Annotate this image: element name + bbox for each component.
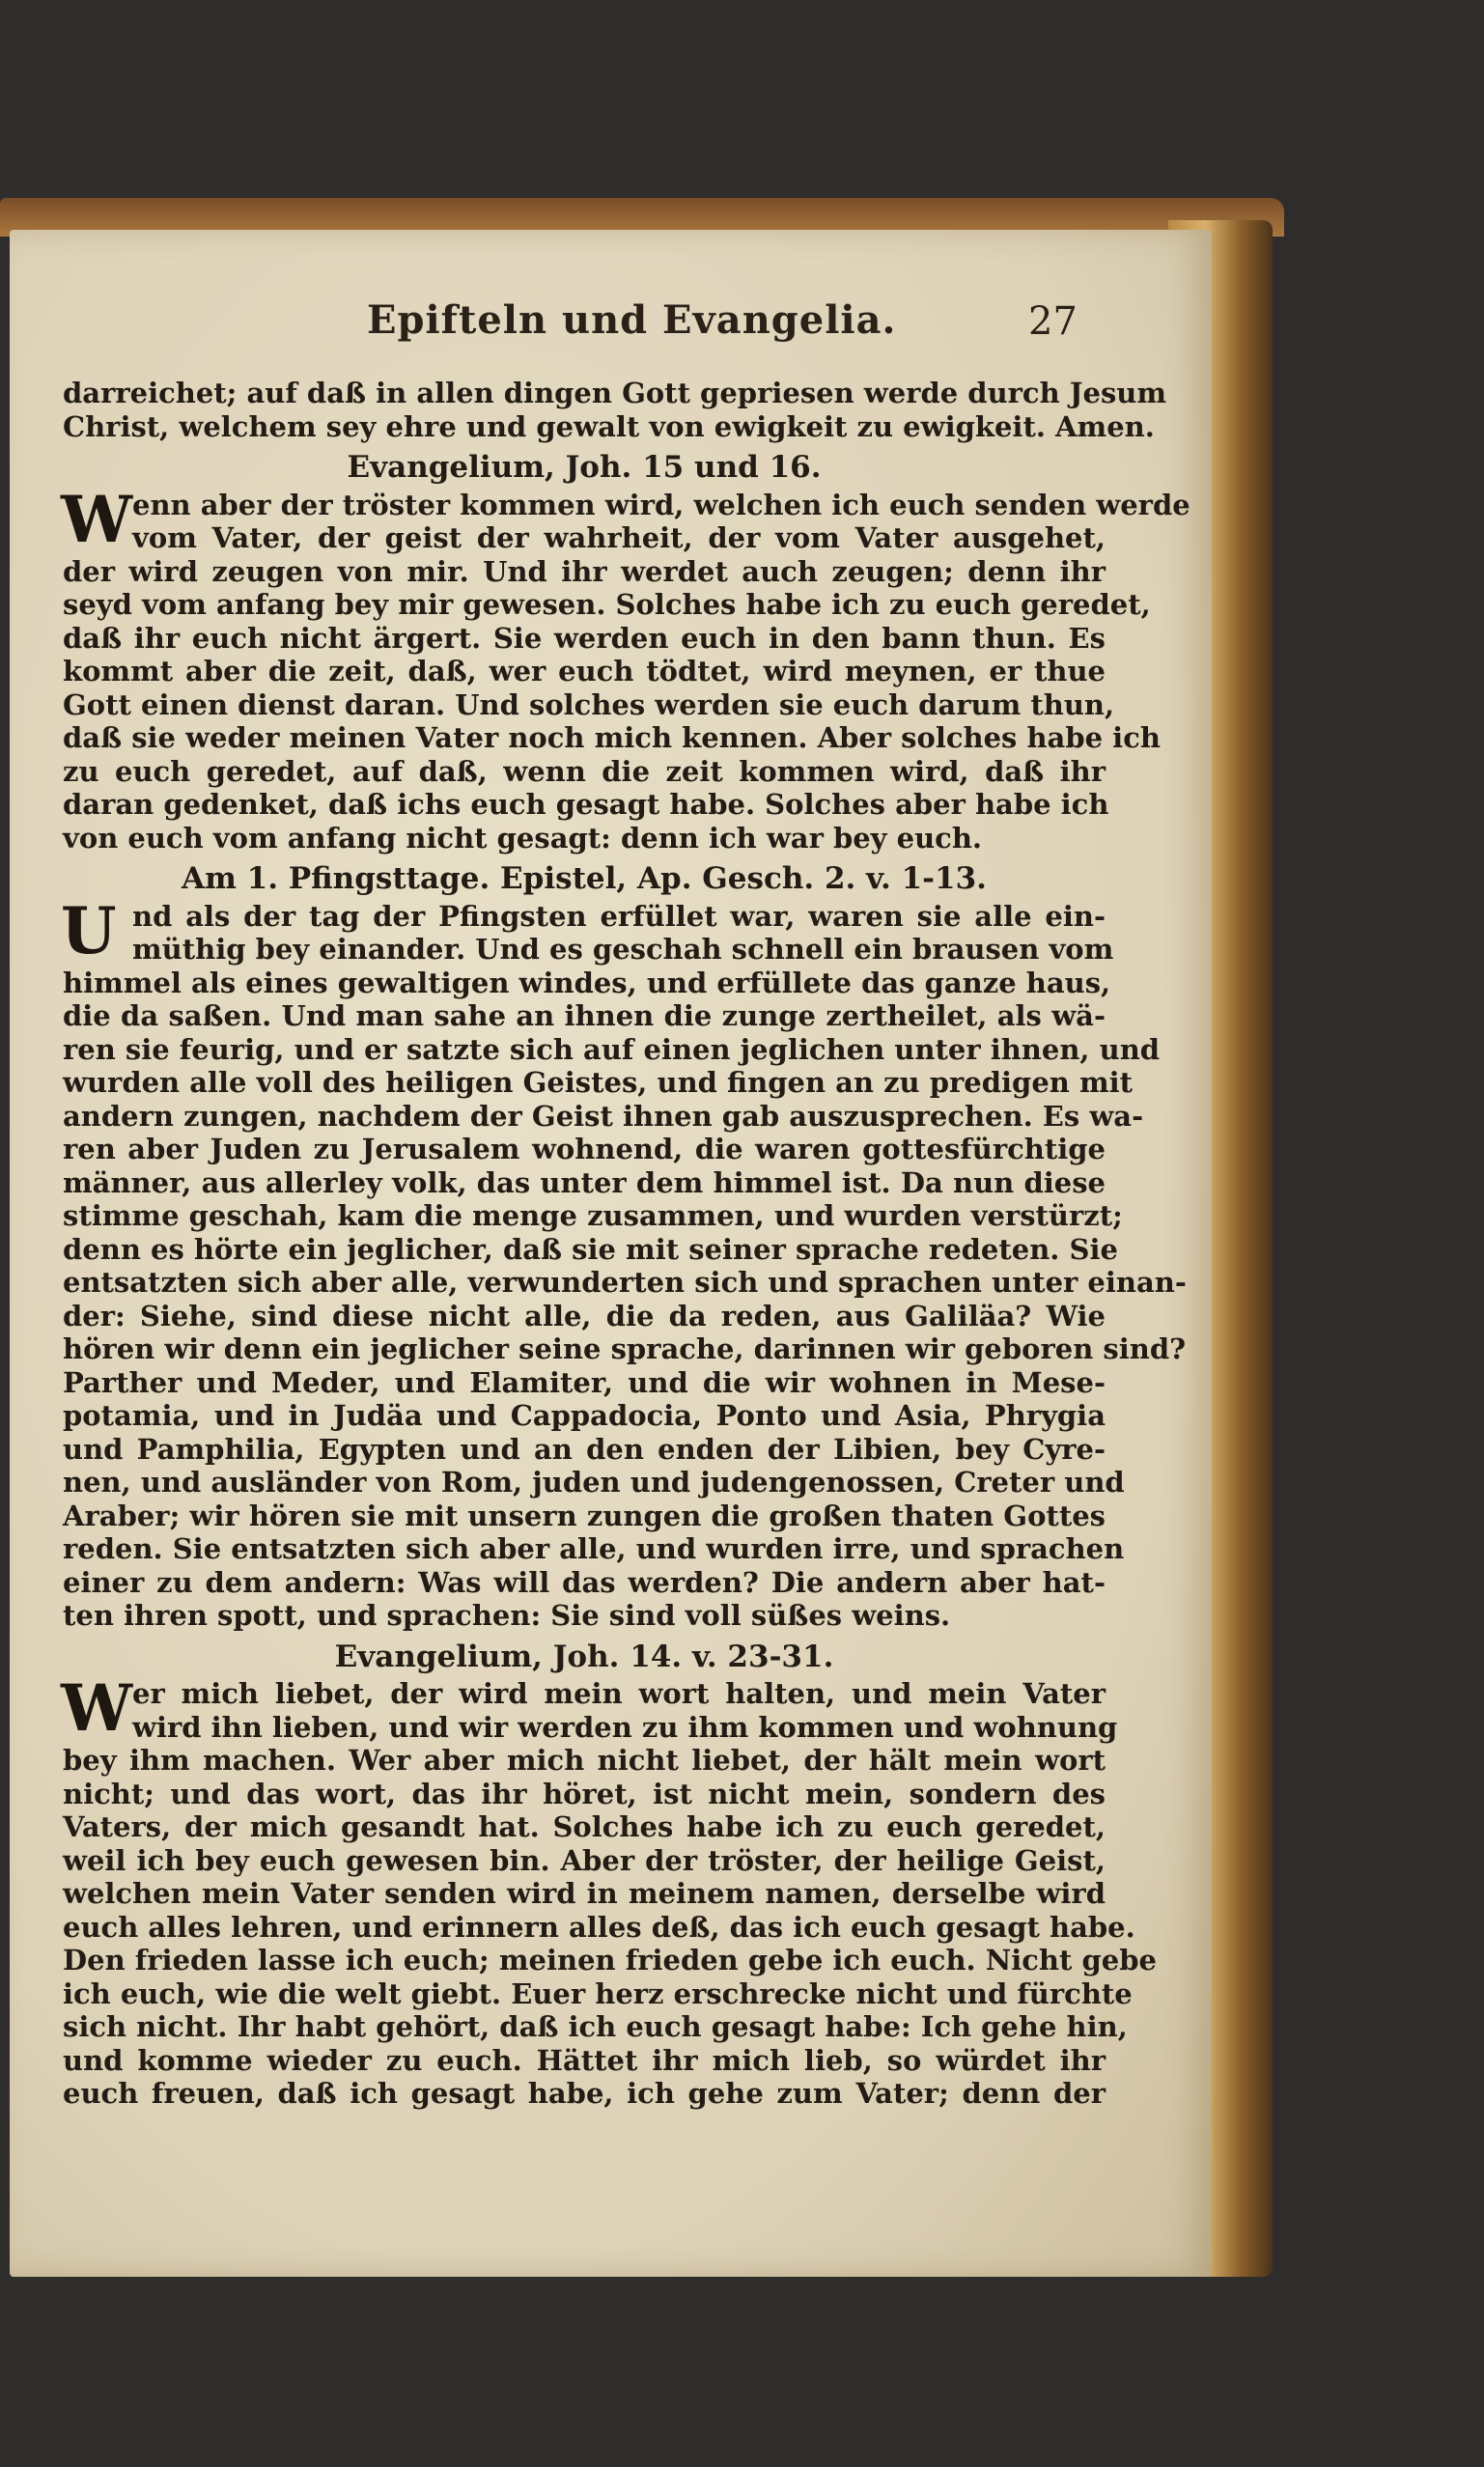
text-line: andern zungen, nachdem der Geist ihnen gab auszusprechen. Es wa- — [63, 1099, 1144, 1133]
text-line: enn aber der tröster kommen wird, welchen ich euch senden werde — [132, 488, 1190, 521]
text-line: der: Siehe, sind diese nicht alle, die da reden, aus Galiläa? Wie — [63, 1299, 1106, 1332]
drop-cap: U — [61, 892, 117, 968]
text-line: und Pamphilia, Egypten und an den enden der Libien, bey Cyre- — [63, 1432, 1106, 1466]
text-line: die da saßen. Und man sahe an ihnen die zunge zertheilet, als wä- — [63, 999, 1106, 1032]
text-line: darreichet; auf daß in allen dingen Gott gepriesen werde durch Jesum — [63, 377, 1167, 409]
paragraph — [61, 1670, 1157, 2111]
text-line: ren aber Juden zu Jerusalem wohnend, die waren gottesfürchtige — [63, 1133, 1106, 1165]
text-line: wurden alle voll des heiligen Geistes, und fingen an zu predigen mit — [63, 1066, 1134, 1099]
text-line: von euch vom anfang nicht gesagt: denn ich war bey euch. — [63, 821, 983, 855]
page-body — [61, 377, 1190, 2111]
running-title: Epifteln und Evangelia. — [367, 297, 897, 343]
text-line: stimme geschah, kam die menge zusammen, und wurden verstürzt; — [63, 1199, 1123, 1232]
section-heading: Evangelium, Joh. 15 und 16. — [347, 450, 822, 485]
text-line: Vaters, der mich gesandt hat. Solches habe ich zu euch geredet, — [63, 1810, 1106, 1843]
text-line: sich nicht. Ihr habt gehört, daß ich euch gesagt habe: Ich gehe hin, — [63, 2010, 1128, 2043]
text-line: nen, und ausländer von Rom, juden und judengenossen, Creter und — [63, 1466, 1125, 1499]
text-line: Araber; wir hören sie mit unsern zungen die großen thaten Gottes — [63, 1499, 1106, 1532]
text-line: der wird zeugen von mir. Und ihr werdet auch zeugen; denn ihr — [63, 554, 1106, 588]
text-line: wird ihn lieben, und wir werden zu ihm kommen und wohnung — [132, 1710, 1118, 1744]
text-line: daran gedenket, daß ichs euch gesagt habe. Solches aber habe ich — [63, 788, 1109, 821]
drop-cap: W — [61, 1670, 133, 1746]
text-line: zu euch geredet, auf daß, wenn die zeit kommen wird, daß ihr — [63, 754, 1106, 788]
text-line: ich euch, wie die welt giebt. Euer herz erschrecke nicht und fürchte — [63, 1976, 1133, 2010]
text-line: weil ich bey euch gewesen bin. Aber der tröster, der heilige Geist, — [63, 1843, 1106, 1877]
page-number: 27 — [1028, 299, 1078, 344]
text-line: Christ, welchem sey ehre und gewalt von ewigkeit zu ewigkeit. Amen. — [63, 409, 1155, 443]
paragraph — [61, 892, 1187, 1633]
text-line: seyd vom anfang bey mir gewesen. Solches habe ich zu euch geredet, — [63, 588, 1151, 621]
text-line: nicht; und das wort, das ihr höret, ist nicht mein, sondern des — [63, 1777, 1106, 1810]
book-page — [10, 230, 1212, 2277]
text-line: Gott einen dienst daran. Und solches werden sie euch darum thun, — [63, 687, 1115, 721]
text-line: himmel als eines gewaltigen windes, und erfüllete das ganze haus, — [63, 966, 1111, 999]
text-line: einer zu dem andern: Was will das werden? Die andern aber hat- — [63, 1565, 1106, 1599]
text-line: männer, aus allerley volk, das unter dem himmel ist. Da nun diese — [63, 1165, 1106, 1199]
text-line: Parther und Meder, und Elamiter, und die wir wohnen in Mese- — [63, 1365, 1106, 1399]
text-line: bey ihm machen. Wer aber mich nicht liebet, der hält mein wort — [63, 1744, 1106, 1777]
text-line: daß ihr euch nicht ärgert. Sie werden euch in den bann thun. Es — [63, 621, 1106, 655]
section-heading: Evangelium, Joh. 14. v. 23-31. — [334, 1639, 834, 1674]
text-line: Den frieden lasse ich euch; meinen frieden gebe ich euch. Nicht gebe — [63, 1944, 1157, 1976]
text-line: und komme wieder zu euch. Hättet ihr mich lieb, so würdet ihr — [63, 2043, 1106, 2077]
text-line: daß sie weder meinen Vater noch mich kennen. Aber solches habe ich — [63, 721, 1161, 754]
text-line: kommt aber die zeit, daß, wer euch tödtet, wird meynen, er thue — [63, 655, 1106, 687]
text-line: vom Vater, der geist der wahrheit, der vom Vater ausgehet, — [132, 521, 1106, 554]
drop-cap: W — [61, 481, 133, 557]
text-line: ten ihren spott, und sprachen: Sie sind voll süßes weins. — [63, 1599, 951, 1632]
page-header — [10, 297, 1212, 355]
text-line: euch alles lehren, und erinnern alles deß, das ich euch gesagt habe. — [63, 1910, 1135, 1944]
text-line: entsatzten sich aber alle, verwunderten sich und sprachen unter einan- — [63, 1266, 1187, 1299]
text-line: welchen mein Vater senden wird in meinem namen, derselbe wird — [63, 1877, 1106, 1910]
text-line: denn es hörte ein jeglicher, daß sie mit seiner sprache redeten. Sie — [63, 1232, 1118, 1266]
section-heading: Am 1. Pfingsttage. Epistel, Ap. Gesch. 2. v. 1-13. — [182, 861, 987, 896]
text-line: er mich liebet, der wird mein wort halten, und mein Vater — [132, 1677, 1106, 1710]
text-line: ren sie feurig, und er satzte sich auf einen jeglichen unter ihnen, und — [63, 1032, 1161, 1066]
text-line: euch freuen, daß ich gesagt habe, ich gehe zum Vater; denn der — [63, 2077, 1106, 2110]
paragraph — [61, 481, 1190, 855]
text-line: potamia, und in Judäa und Cappadocia, Ponto und Asia, Phrygia — [63, 1399, 1106, 1432]
text-line: reden. Sie entsatzten sich aber alle, und wurden irre, und sprachen — [63, 1532, 1125, 1565]
text-line: nd als der tag der Pfingsten erfüllet war, waren sie alle ein- — [132, 899, 1106, 933]
text-line: müthig bey einander. Und es geschah schnell ein brausen vom — [132, 933, 1114, 966]
text-line: hören wir denn ein jeglicher seine sprache, darinnen wir geboren sind? — [63, 1332, 1187, 1365]
